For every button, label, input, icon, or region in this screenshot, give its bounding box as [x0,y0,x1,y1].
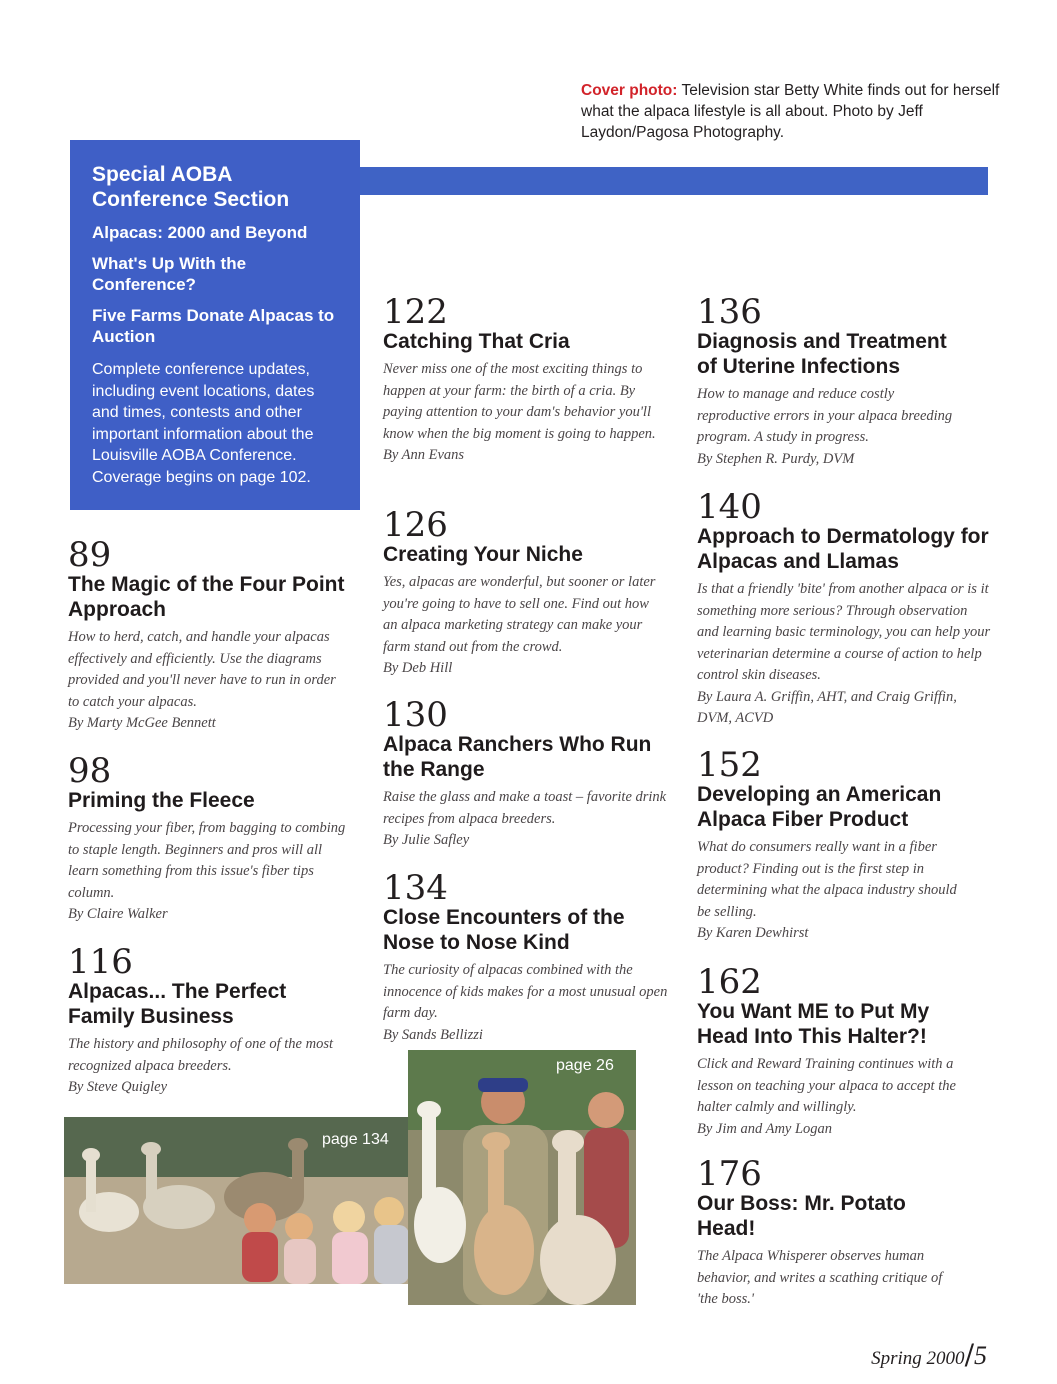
article-152[interactable] [697,745,957,945]
article-title[interactable]: Creating Your Niche [383,543,583,566]
article-title[interactable]: The Magic of the Four Point Approach [68,573,345,621]
footer-page-number: 5 [974,1341,987,1370]
article-126[interactable] [383,505,663,680]
special-section-item: What's Up With the Conference? [92,254,247,294]
article-byline: By Karen Dewhirst [697,925,809,941]
article-page-number: 98 [68,751,112,791]
photo-left-caption: page 134 [322,1131,389,1148]
page-footer [871,1338,987,1371]
article-byline: By Laura A. Griffin, AHT, and Craig Griffin, DVM, ACVD [697,688,957,726]
article-136[interactable] [697,292,962,470]
article-134[interactable] [383,868,668,1046]
article-title[interactable]: Alpacas... The Perfect Family Business [68,980,287,1028]
article-page-number: 130 [383,695,448,735]
footer-slash-icon: / [964,1338,974,1371]
article-page-number: 134 [383,868,448,908]
article-description: Never miss one of the most exciting things to happen at your farm: the birth of a cria. By paying attention to your dam's behavior you'll know when the big moment is going to happen. [383,361,656,442]
article-title[interactable]: Alpaca Ranchers Who Run the Range [383,733,652,781]
article-89[interactable] [68,535,348,735]
article-title[interactable]: Approach to Dermatology for Alpacas and Llamas [697,525,989,573]
article-byline: By Claire Walker [68,906,168,922]
special-section-body: Complete conference updates, including event locations, dates and times, contests and other important information about the Louisville AOBA Conference. Coverage begins on page 102. [92,361,315,486]
article-116[interactable] [68,942,338,1099]
article-byline: By Stephen R. Purdy, DVM [697,450,855,467]
article-description: What do consumers really want in a fiber product? Finding out is the first step in determining what the alpaca industry should be selling. [697,839,957,920]
article-title[interactable]: Priming the Fleece [68,789,255,812]
article-page-number: 136 [697,292,762,332]
article-page-number: 126 [383,505,448,545]
article-byline: By Sands Bellizzi [383,1026,483,1043]
special-section-item: Five Farms Donate Alpacas to Auction [92,306,335,346]
article-description: Is that a friendly 'bite' from another alpaca or is it something more serious? Through observation and learning basic terminology, you can help your veterinarian determine a course of action to help control skin diseases. [697,581,991,683]
article-122[interactable] [383,292,673,467]
article-description: The history and philosophy of one of the most recognized alpaca breeders. [68,1036,334,1074]
photo-right-caption: page 26 [556,1057,614,1074]
article-page-number: 140 [697,487,762,527]
special-section-title: Special AOBA Conference Section [92,163,290,211]
footer-season: Spring 2000 [871,1348,965,1369]
cover-photo-text: Television star Betty White finds out for herself what the alpaca lifestyle is all about. Photo by Jeff Laydon/Pagosa Photography. [581,82,1000,141]
article-page-number: 176 [697,1154,762,1194]
article-byline: By Ann Evans [383,447,465,463]
photo-rancher-crias-illustration [408,1050,636,1305]
article-title[interactable]: Our Boss: Mr. Potato Head! [697,1192,906,1240]
article-176[interactable] [697,1154,962,1311]
article-description: Yes, alpacas are wonderful, but sooner or later you're going to have to sell one. Find out how an alpaca marketing strategy can make your farm stand out from the crowd. [383,574,656,655]
article-description: Raise the glass and make a toast – favorite drink recipes from alpaca breeders. [383,789,667,827]
article-description: Click and Reward Training continues with a lesson on teaching your alpaca to accept the halter calmly and willingly. [697,1056,956,1115]
photo-kids-alpacas [64,1117,414,1284]
article-description: Processing your fiber, from bagging to combing to staple length. Beginners and pros will all learn something from this issue's fiber tips column. [68,820,346,901]
article-description: The Alpaca Whisperer observes human behavior, and writes a scathing critique of 'the boss.' [697,1248,943,1307]
article-page-number: 116 [68,942,133,982]
article-162[interactable] [697,962,982,1140]
article-page-number: 152 [697,745,762,785]
article-page-number: 162 [697,962,762,1002]
article-page-number: 122 [383,292,448,332]
article-byline: By Jim and Amy Logan [697,1120,833,1137]
special-section-item: Alpacas: 2000 and Beyond [92,223,308,242]
article-title[interactable]: Diagnosis and Treatment of Uterine Infections [697,330,947,378]
article-byline: By Steve Quigley [68,1079,168,1095]
article-byline: By Marty McGee Bennett [68,715,216,731]
article-140[interactable] [697,487,992,730]
article-description: The curiosity of alpacas combined with the innocence of kids makes for a most unusual open farm day. [383,962,668,1021]
article-byline: By Deb Hill [383,660,453,676]
article-title[interactable]: Close Encounters of the Nose to Nose Kind [383,906,625,954]
article-title[interactable]: You Want ME to Put My Head Into This Halter?! [697,1000,930,1048]
article-page-number: 89 [68,535,112,575]
article-130[interactable] [383,695,668,852]
photo-rancher-crias [408,1050,636,1305]
article-98[interactable] [68,751,353,926]
article-title[interactable]: Developing an American Alpaca Fiber Product [697,783,942,831]
article-description: How to manage and reduce costly reproductive errors in your alpaca breeding program. A study in progress. [697,386,953,445]
article-description: How to herd, catch, and handle your alpacas effectively and efficiently. Use the diagrams provided and you'll never have to run in order to catch your alpacas. [68,629,336,710]
cover-photo-label: Cover photo: [581,82,678,99]
article-title[interactable]: Catching That Cria [383,330,570,353]
article-byline: By Julie Safley [383,832,470,848]
special-conference-section [70,140,360,510]
cover-photo-note [581,80,1001,143]
